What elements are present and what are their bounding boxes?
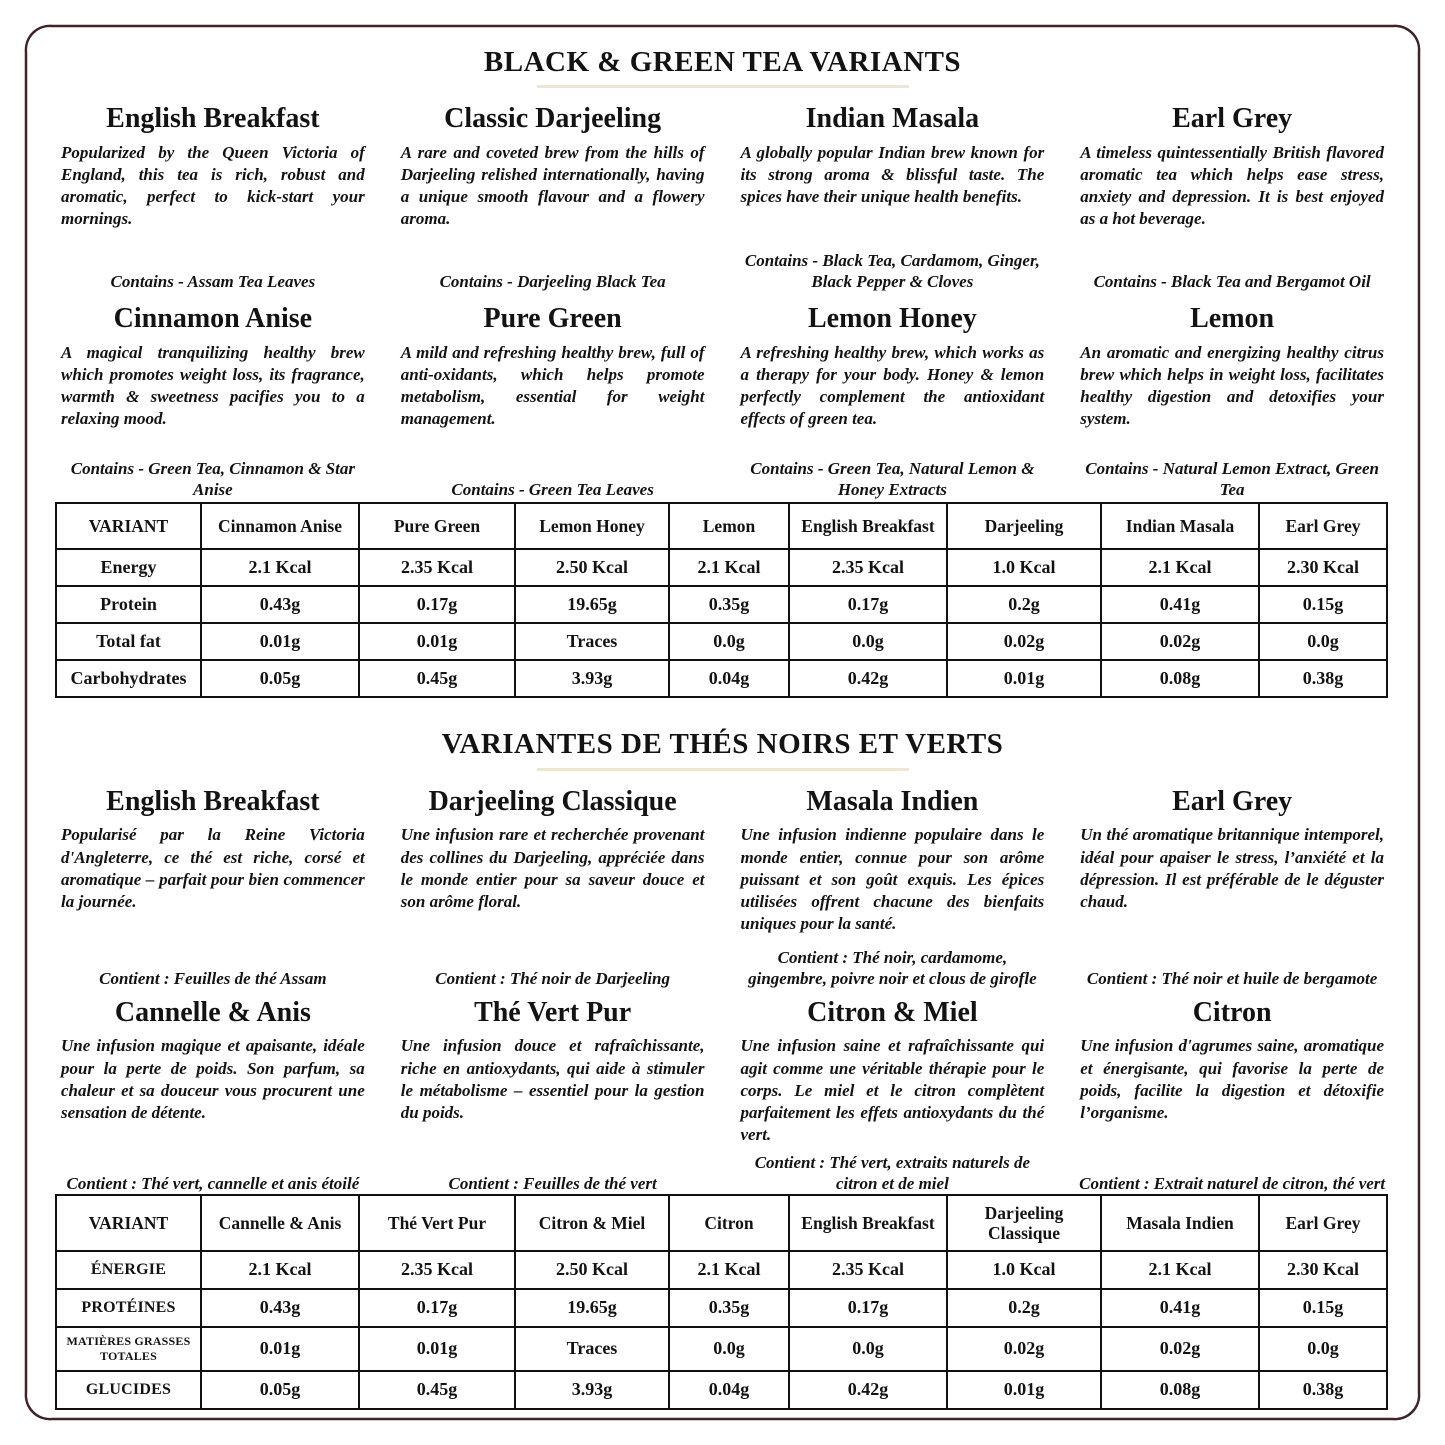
table-cell: 2.35 Kcal [789, 549, 947, 586]
tea-name: Masala Indien [806, 785, 979, 817]
table-cell: 0.02g [1101, 623, 1259, 660]
title-underline [537, 85, 909, 88]
tea-card-cinnamon-anise [55, 304, 371, 502]
tea-name: Pure Green [483, 303, 622, 335]
table-row-label: MATIÈRES GRASSES TOTALES [56, 1327, 201, 1371]
table-cell: 0.0g [1259, 623, 1387, 660]
tea-description: An aromatic and energizing healthy citrus brew which helps in weight loss, facilitates healthy digestion and detoxifies your system. [1080, 343, 1384, 429]
table-cell: 0.38g [1259, 1371, 1387, 1409]
table-cell: 0.15g [1259, 1289, 1387, 1327]
table-cell: 0.17g [789, 1289, 947, 1327]
table-row-label: PROTÉINES [56, 1289, 201, 1327]
tea-row-en-1 [55, 104, 1390, 294]
table-row-label: Carbohydrates [56, 660, 201, 697]
table-header-cell: VARIANT [56, 1195, 201, 1251]
tea-contains: Contient : Feuilles de thé Assam [99, 969, 327, 989]
table-cell: 0.05g [201, 1371, 359, 1409]
table-row-carbohydrates [56, 660, 1387, 697]
tea-card-lemon [1074, 304, 1390, 502]
table-cell: Traces [515, 1327, 669, 1371]
tea-row-fr-2 [55, 998, 1390, 1194]
table-row-label: Protein [56, 586, 201, 623]
table-row-protein [56, 586, 1387, 623]
table-header-cell: Pure Green [359, 503, 515, 549]
table-cell: 0.04g [669, 660, 789, 697]
tea-description: A mild and refreshing healthy brew, full of anti-oxidants, which helps promote metabolism, essential for weight management. [400, 343, 705, 429]
tea-name: English Breakfast [106, 785, 320, 817]
tea-contains: Contient : Thé vert, extraits naturels de citron et de miel [754, 1152, 1031, 1194]
tea-name: Lemon [1190, 303, 1275, 335]
tea-name: Lemon Honey [807, 303, 977, 335]
tea-contains: Contains - Green Tea Leaves [451, 480, 654, 500]
table-header-cell: Earl Grey [1259, 1195, 1387, 1251]
table-cell: 2.1 Kcal [669, 549, 789, 586]
table-cell: 0.43g [201, 1289, 359, 1327]
tea-description: Popularisé par la Reine Victoria d'Angleterre, ce thé est riche, corsé et aromatique – parfait pour bien commencer la journée. [61, 825, 365, 911]
table-cell: 3.93g [515, 1371, 669, 1409]
table-row-glucides [56, 1371, 1387, 1409]
tea-name: Cannelle & Anis [114, 996, 311, 1028]
tea-contains: Contains - Green Tea, Cinnamon & Star Anise [70, 458, 355, 500]
table-header-cell: Citron & Miel [515, 1195, 669, 1251]
tea-contains: Contains - Natural Lemon Extract, Green Tea [1085, 458, 1379, 500]
tea-description: Une infusion douce et rafraîchissante, riche en antioxydants, qui aide à stimuler le métabolisme – essentiel pour la gestion du poids. [400, 1036, 705, 1122]
tea-description: Une infusion indienne populaire dans le monde entier, connue pour son arôme puissant et son goût exquis. Les épices utilisées offrent chacune des bienfaits uniques pour la santé. [740, 825, 1045, 933]
tea-name: Citron & Miel [807, 996, 978, 1028]
tea-description: A rare and coveted brew from the hills of Darjeeling relished internationally, having a unique smooth flavour and a flowery aroma. [400, 143, 705, 229]
tea-description: Une infusion saine et rafraîchissante qui agit comme une véritable thérapie pour le corps. Le miel et le citron complètent parfaitement les effets antioxydants du thé vert. [740, 1036, 1045, 1144]
table-cell: 2.1 Kcal [201, 549, 359, 586]
tea-card-citron [1074, 998, 1390, 1197]
tea-description: Un thé aromatique britannique intemporel, idéal pour apaiser le stress, l’anxiété et la dépression. Il est préférable de le déguster chaud. [1080, 825, 1384, 911]
tea-description: Une infusion d'agrumes saine, aromatique et énergisante, qui favorise la perte de poids, facilite la digestion et détoxifie l’organisme. [1080, 1036, 1384, 1122]
section-title-fr: VARIANTES DE THÉS NOIRS ET VERTS [441, 728, 1004, 761]
table-header-cell: Darjeeling Classique [947, 1195, 1101, 1251]
table-header-row [56, 1195, 1387, 1251]
table-cell: 0.41g [1101, 586, 1259, 623]
tea-card-citron-miel [735, 998, 1051, 1197]
table-row-matieres-grasses [56, 1327, 1387, 1371]
table-cell: 0.17g [359, 1289, 515, 1327]
table-header-cell: Darjeeling [947, 503, 1101, 549]
tea-name: Cinnamon Anise [113, 303, 313, 335]
table-cell: 0.38g [1259, 660, 1387, 697]
table-cell: 0.41g [1101, 1289, 1259, 1327]
tea-contains: Contains - Black Tea, Cardamom, Ginger, Black Pepper & Cloves [744, 250, 1040, 292]
table-cell: 0.01g [201, 1327, 359, 1371]
table-header-cell: Masala Indien [1101, 1195, 1259, 1251]
tea-description: Une infusion magique et apaisante, idéale pour la perte de poids. Son parfum, sa chaleur et sa douceur vous procurent une sensation de détente. [61, 1036, 365, 1122]
nutrition-table-en [55, 502, 1388, 698]
tea-card-pure-green [395, 304, 711, 502]
table-header-cell: Lemon Honey [515, 503, 669, 549]
tea-contains: Contient : Thé noir et huile de bergamote [1086, 969, 1378, 989]
tea-name: Darjeeling Classique [428, 785, 677, 817]
table-cell: 0.04g [669, 1371, 789, 1409]
table-cell: 0.02g [1101, 1327, 1259, 1371]
tea-card-earl-grey-fr [1074, 787, 1390, 992]
tea-description: Une infusion rare et recherchée provenant des collines du Darjeeling, appréciée dans le monde entier pour sa saveur douce et son arôme floral. [400, 825, 705, 911]
section-title-en: BLACK & GREEN TEA VARIANTS [483, 46, 962, 78]
table-cell: 0.0g [789, 1327, 947, 1371]
table-header-cell: Indian Masala [1101, 503, 1259, 549]
table-header-cell: Lemon [669, 503, 789, 549]
nutrition-table-fr [55, 1194, 1388, 1410]
table-row-total-fat [56, 623, 1387, 660]
tea-contains: Contains - Black Tea and Bergamot Oil [1093, 272, 1371, 292]
table-cell: 2.1 Kcal [201, 1251, 359, 1289]
tea-card-darjeeling-classique [395, 787, 711, 992]
table-cell: 2.50 Kcal [515, 549, 669, 586]
tea-contains: Contient : Thé noir, cardamome, gingembre, poivre noir et clous de girofle [748, 948, 1037, 989]
table-cell: 1.0 Kcal [947, 1251, 1101, 1289]
tea-contains: Contient : Thé noir de Darjeeling [435, 969, 670, 989]
tea-name: Earl Grey [1172, 103, 1293, 135]
table-cell: 2.30 Kcal [1259, 1251, 1387, 1289]
tea-contains: Contains - Assam Tea Leaves [110, 272, 316, 292]
table-cell: 0.01g [201, 623, 359, 660]
tea-description: A timeless quintessentially British flavored aromatic tea which helps ease stress, anxiety and depression. It is best enjoyed as a hot beverage. [1080, 143, 1384, 229]
table-cell: 2.1 Kcal [669, 1251, 789, 1289]
table-row-proteines [56, 1289, 1387, 1327]
table-header-cell: English Breakfast [789, 1195, 947, 1251]
table-cell: 3.93g [515, 660, 669, 697]
table-cell: 0.2g [947, 586, 1101, 623]
table-row-energy [56, 549, 1387, 586]
table-header-cell: Cinnamon Anise [201, 503, 359, 549]
table-row-energie [56, 1251, 1387, 1289]
table-cell: 0.35g [669, 1289, 789, 1327]
table-row-label: Energy [56, 549, 201, 586]
table-cell: 2.50 Kcal [515, 1251, 669, 1289]
tea-card-earl-grey [1074, 104, 1390, 294]
table-cell: 0.42g [789, 1371, 947, 1409]
table-header-cell: Citron [669, 1195, 789, 1251]
table-cell: 0.02g [947, 1327, 1101, 1371]
table-header-row [56, 503, 1387, 549]
table-header-cell: English Breakfast [789, 503, 947, 549]
table-cell: 0.0g [669, 623, 789, 660]
table-cell: 0.17g [789, 586, 947, 623]
tea-name: Thé Vert Pur [474, 996, 632, 1028]
tea-name: Earl Grey [1172, 785, 1293, 817]
tea-card-lemon-honey [735, 304, 1051, 502]
table-cell: 0.05g [201, 660, 359, 697]
table-cell: 2.1 Kcal [1101, 549, 1259, 586]
table-header-cell: Cannelle & Anis [201, 1195, 359, 1251]
table-cell: 19.65g [515, 586, 669, 623]
table-cell: 0.43g [201, 586, 359, 623]
table-cell: 0.01g [947, 660, 1101, 697]
table-row-label: GLUCIDES [56, 1371, 201, 1409]
table-cell: 0.02g [947, 623, 1101, 660]
table-cell: 0.17g [359, 586, 515, 623]
tea-name: Indian Masala [805, 103, 980, 135]
table-cell: 0.15g [1259, 586, 1387, 623]
tea-card-english-breakfast [55, 104, 371, 294]
table-cell: 0.0g [789, 623, 947, 660]
table-cell: 2.35 Kcal [359, 549, 515, 586]
table-header-cell: VARIANT [56, 503, 201, 549]
table-cell: 0.08g [1101, 1371, 1259, 1409]
tea-card-masala-indien [735, 787, 1051, 992]
table-cell: 2.35 Kcal [359, 1251, 515, 1289]
table-cell: 1.0 Kcal [947, 549, 1101, 586]
table-row-label: ÉNERGIE [56, 1251, 201, 1289]
tea-card-indian-masala [735, 104, 1051, 294]
tea-card-english-breakfast-fr [55, 787, 371, 992]
table-cell: 0.01g [359, 1327, 515, 1371]
tea-card-the-vert-pur [395, 998, 711, 1197]
table-cell: 0.08g [1101, 660, 1259, 697]
tea-contains: Contains - Green Tea, Natural Lemon & Honey Extracts [750, 458, 1035, 500]
tea-description: A magical tranquilizing healthy brew which promotes weight loss, its fragrance, warmth & sweetness pacifies you to a relaxing mood. [61, 343, 365, 429]
tea-row-fr-1 [55, 787, 1390, 992]
table-cell: 19.65g [515, 1289, 669, 1327]
tea-contains: Contient : Feuilles de thé vert [448, 1174, 657, 1194]
tea-name: English Breakfast [106, 103, 320, 135]
tea-contains: Contains - Darjeeling Black Tea [439, 272, 666, 292]
tea-name: Citron [1192, 996, 1272, 1028]
tea-row-en-2 [55, 304, 1390, 502]
table-cell: 0.35g [669, 586, 789, 623]
tea-description: Popularized by the Queen Victoria of England, this tea is rich, robust and aromatic, perfect to kick-start your mornings. [61, 143, 365, 229]
table-cell: 0.01g [359, 623, 515, 660]
table-cell: 2.1 Kcal [1101, 1251, 1259, 1289]
table-cell: 0.01g [947, 1371, 1101, 1409]
title-underline [537, 768, 909, 771]
table-cell: 0.2g [947, 1289, 1101, 1327]
table-header-cell: Thé Vert Pur [359, 1195, 515, 1251]
tea-contains: Contient : Thé vert, cannelle et anis étoilé [66, 1174, 360, 1194]
table-header-cell: Earl Grey [1259, 503, 1387, 549]
table-cell: 0.42g [789, 660, 947, 697]
tea-card-classic-darjeeling [395, 104, 711, 294]
tea-name: Classic Darjeeling [444, 103, 662, 135]
tea-description: A globally popular Indian brew known for its strong aroma & blissful taste. The spices have their unique health benefits. [740, 143, 1045, 207]
tea-contains: Contient : Extrait naturel de citron, thé vert [1079, 1174, 1386, 1194]
table-cell: 0.0g [1259, 1327, 1387, 1371]
table-cell: 0.45g [359, 660, 515, 697]
tea-description: A refreshing healthy brew, which works as a therapy for your body. Honey & lemon perfectly complement the antioxidant effects of green tea. [740, 343, 1045, 429]
table-cell: Traces [515, 623, 669, 660]
table-row-label: Total fat [56, 623, 201, 660]
tea-card-cannelle-anis [55, 998, 371, 1197]
table-cell: 2.30 Kcal [1259, 549, 1387, 586]
table-cell: 0.0g [669, 1327, 789, 1371]
table-cell: 0.45g [359, 1371, 515, 1409]
table-cell: 2.35 Kcal [789, 1251, 947, 1289]
